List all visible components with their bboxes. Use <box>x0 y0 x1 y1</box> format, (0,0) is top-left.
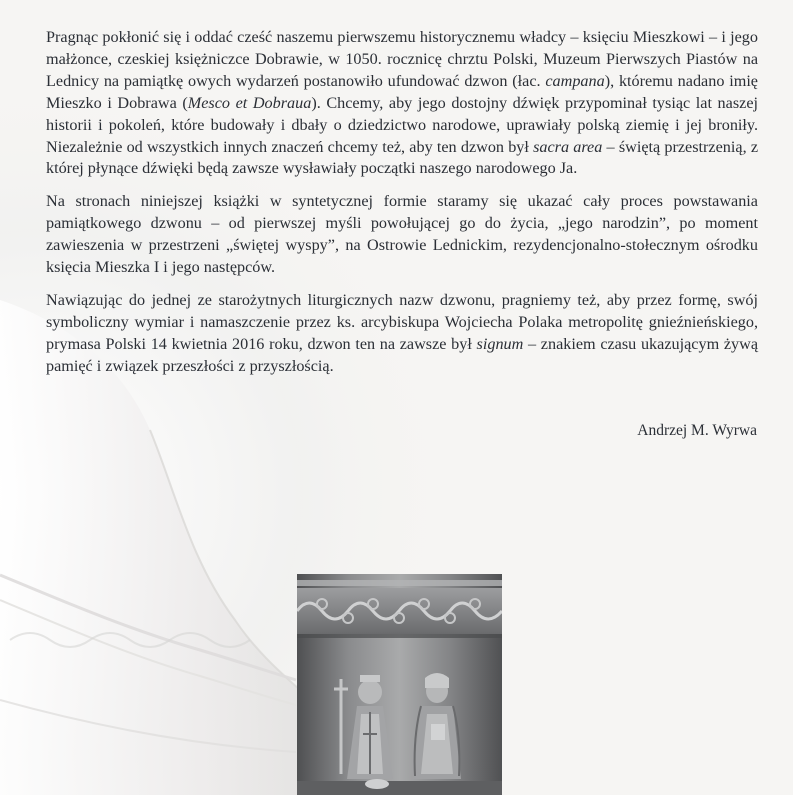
bell-relief-image <box>297 574 502 795</box>
author-signature: Andrzej M. Wyrwa <box>637 422 757 439</box>
paragraph-3: Nawiązując do jednej ze starożytnych liturgicznych nazw dzwonu, pragniemy też, aby przez formę, swój symboliczny wymiar i namaszczenie przez ks. arcybiskupa Wojciecha Polaka metropolitę gnieźnieńskiego, prymasa Polski 14 kwietnia 2016 roku, dzwon ten na zawsze był signum – znakiem czasu ukazującym żywą pamięć i związek przeszłości z przyszłością. <box>46 290 758 375</box>
body-text <box>46 27 758 378</box>
paragraph-1: Pragnąc pokłonić się i oddać cześć naszemu pierwszemu historycznemu władcy – księciu Mieszkowi – i jego małżonce, czeskiej księżniczce Dobrawie, w 1050. rocznicę chrztu Polski, Muzeum Pierwszych Piastów na Lednicy na pamiątkę owych wydarzeń postanowiło ufundować dzwon (łac. campana), któremu nadano imię Mieszko i Dobrawa (Mesco et Dobraua). Chcemy, aby jego dostojny dźwięk przypominał tysiąc lat naszej historii i pokoleń, które budowały i dbały o dziedzictwo narodowe, uprawiały polską ziemię i jej broniły. Niezależnie od wszystkich innych znaczeń chcemy też, aby ten dzwon był sacra area – świętą przestrzenią, z której płynące dźwięki będą zawsze wysławiały początki naszego narodowego Ja. <box>46 28 758 178</box>
bell-relief-photo <box>297 574 502 795</box>
paragraph-2: Na stronach niniejszej książki w syntetycznej formie staramy się ukazać cały proces powstawania pamiątkowego dzwonu – od pierwszej myśli powołującej go do życia, „jego narodzin”, po moment zawieszenia w przestrzeni „świętej wyspy”, na Ostrowie Lednickim, rezydencjonalno-stołecznym ośrodku księcia Mieszka I i jego następców. <box>46 192 758 277</box>
